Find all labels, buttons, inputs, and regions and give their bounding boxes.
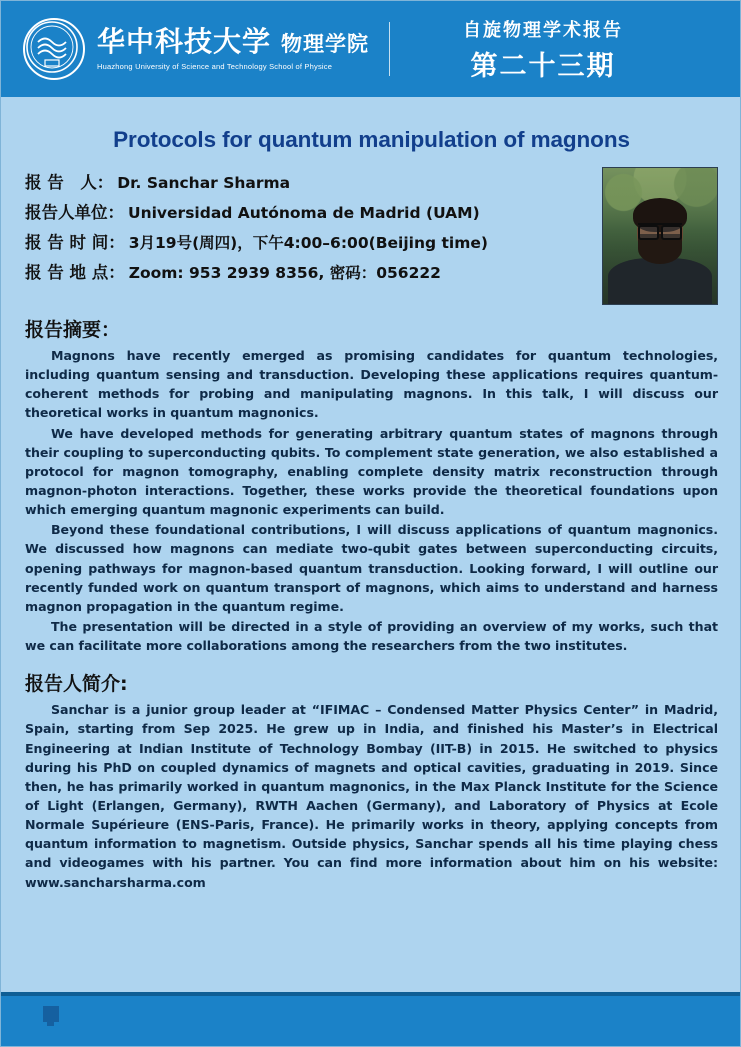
- footer-decoration-icon: [43, 1006, 59, 1022]
- meta-label-location: 报 告 地 点：: [25, 263, 125, 282]
- university-name-en: Huazhong University of Science and Technology School of Physice: [97, 62, 333, 71]
- series-title: 自旋物理学术报告: [463, 19, 623, 41]
- abstract-paragraph: The presentation will be directed in a style of providing an overview of my works, such that we can facilitate more collaborations among the researchers from the two institutes.: [25, 618, 718, 654]
- meta-row-speaker: [25, 169, 592, 193]
- meta-value-location: Zoom: 953 2939 8356, 密码：056222: [128, 264, 441, 282]
- photo-person-body: [608, 258, 712, 304]
- meta-label-time: 报 告 时 间：: [25, 233, 125, 252]
- school-name-cn: 物理学院: [281, 32, 370, 56]
- bio-paragraph: Sanchar is a junior group leader at “IFIMAC – Condensed Matter Physics Center” in Madrid, Spain, starting from Sep 2025. He grew up in India, and finished his Master’s in Electrical Engineering at Indian Institute of Technology Bombay (IIT-B) in 2015. He switched to physics during his PhD on coupled dynamics of magnets and optical cavities, graduating in 2019. Since then, he has primarily worked in quantum magnonics, in the Max Planck Institute for the Science of Light (Erlangen, Germany), RWTH Aachen (Germany), and Laboratory of Physics at Ecole Normale Supérieure (ENS-Paris, France). He primarily works in theory, applying concepts from quantum information to magnetism. Outside physics, Sanchar spends all his time playing chess and videogames with his partner. You can find more information about him on his website: www.sancharsharma.com: [25, 702, 718, 890]
- speaker-photo: [602, 167, 718, 305]
- university-logo-block: [23, 18, 369, 80]
- talk-meta-list: [25, 169, 592, 289]
- poster-header: [1, 1, 740, 97]
- series-block: [408, 16, 718, 83]
- meta-label-affiliation: 报告人单位：: [25, 203, 124, 222]
- abstract-heading: 报告摘要：: [25, 319, 121, 341]
- abstract-paragraph: Beyond these foundational contributions, I will discuss applications of quantum magnonics. We discussed how magnons can mediate two-qubit gates between superconducting circuits, opening pathways for magnon-based quantum transduction. Looking forward, I will outline our recently funded work on quantum transport of magnons, which aims to understand and harness magnon propagation in the quantum regime.: [25, 522, 718, 614]
- university-name-cn: 华中科技大学: [97, 25, 272, 58]
- meta-label-speaker: 报 告 人：: [25, 173, 114, 192]
- meta-row-location: [25, 259, 592, 283]
- hust-seal-icon: [23, 18, 85, 80]
- meta-row-time: [25, 229, 592, 253]
- abstract-paragraph: We have developed methods for generating arbitrary quantum states of magnons through their coupling to superconducting qubits. To complement state generation, we also established a protocol for magnon tomography, enabling complete density matrix reconstruction through magnon-photon interactions. Together, these works provide the theoretical foundations upon which emerging quantum magnonic experiments can build.: [25, 425, 718, 518]
- header-divider: [389, 22, 390, 76]
- poster-content: [1, 97, 740, 892]
- page-title: Protocols for quantum manipulation of magnons: [113, 127, 630, 152]
- university-names: [97, 27, 369, 71]
- series-issue: 第二十三期: [470, 50, 616, 82]
- meta-value-affiliation: Universidad Autónoma de Madrid (UAM): [128, 204, 480, 222]
- talk-meta-row: [25, 169, 718, 305]
- footer-accent-line: [1, 992, 740, 996]
- meta-value-speaker: Dr. Sanchar Sharma: [117, 174, 291, 192]
- poster-footer: [1, 992, 740, 1046]
- photo-person-glasses: [638, 223, 682, 236]
- bio-heading: 报告人简介:: [25, 673, 128, 696]
- meta-value-time: 3月19号(周四)，下午4:00–6:00(Beijing time): [128, 234, 488, 252]
- meta-row-affiliation: [25, 199, 592, 223]
- abstract-paragraph: Magnons have recently emerged as promising candidates for quantum technologies, including quantum sensing and transduction. Developing these applications requires quantum-coherent methods for probing and manipulating magnons. In this talk, I will discuss our theoretical works in quantum magnonics.: [25, 348, 718, 421]
